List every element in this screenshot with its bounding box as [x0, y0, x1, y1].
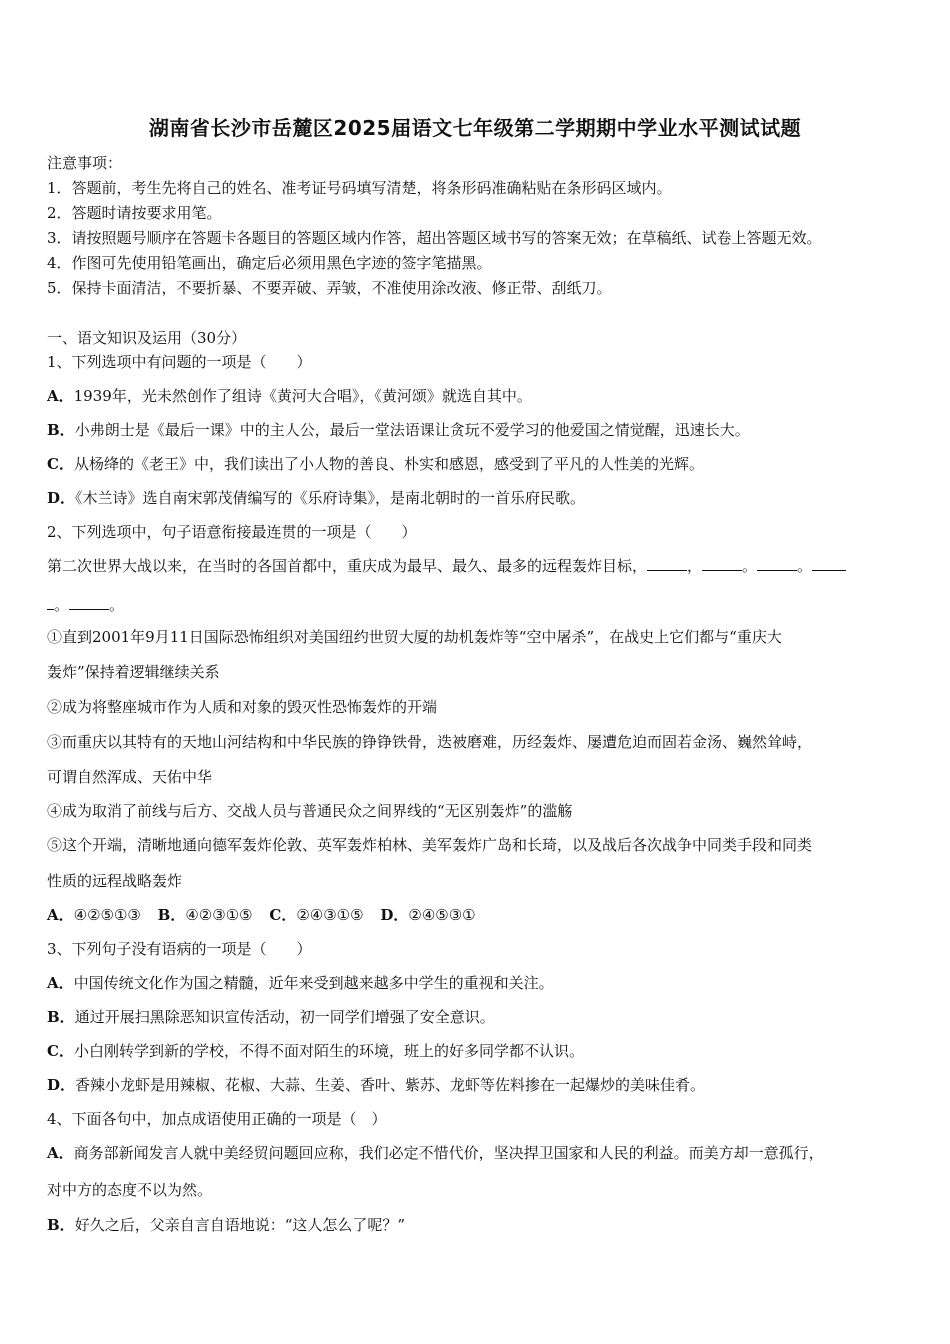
q2-sentence-5: ⑤这个开端，清晰地通向德军轰炸伦敦、英军轰炸柏林、美军轰炸广岛和长琦，以及战后各次战争中同类手段和同类 [47, 836, 813, 854]
option-label: A． [47, 1144, 74, 1162]
option-text: 好久之后，父亲自言自语地说：“这人怎么了呢？” [74, 1216, 406, 1234]
passage-sep: 。 [742, 557, 758, 575]
option-text: ②④③①⑤ [296, 906, 364, 924]
blank-4-cont [47, 595, 54, 610]
notice-item-3: 3．请按照题号顺序在答题卡各题目的答题区域内作答，超出答题区域书写的答案无效；在草稿纸、试卷上答题无效。 [47, 229, 822, 247]
passage-text: 第二次世界大战以来，在当时的各国首都中，重庆成为最早、最久、最多的远程轰炸目标， [47, 557, 648, 575]
q2-sentence-1-cont: 轰炸”保持着逻辑继续关系 [47, 663, 220, 681]
option-label: B． [47, 421, 75, 439]
option-text: 从杨绛的《老王》中，我们读出了小人物的善良、朴实和感恩，感受到了平凡的人性美的光辉。 [73, 455, 704, 473]
notice-item-5: 5．保持卡面清洁，不要折暴、不要弄破、弄皱，不准使用涂改液、修正带、刮纸刀。 [47, 279, 612, 297]
q3-stem: 3、下列句子没有语病的一项是（ ） [47, 940, 312, 958]
option-label: A． [47, 974, 74, 992]
q1-option-b [47, 419, 907, 440]
q1-stem: 1、下列选项中有问题的一项是（ ） [47, 353, 312, 371]
q1-option-c [47, 453, 907, 474]
option-text: ②④⑤③① [408, 906, 476, 924]
option-text: 1939年，光未然创作了组诗《黄河大合唱》，《黄河颂》就选自其中。 [73, 387, 532, 405]
page-title: 湖南省长沙市岳麓区2025届语文七年级第二学期期中学业水平测试试题 [148, 116, 802, 140]
option-text: 商务部新闻发言人就中美经贸问题回应称，我们必定不惜代价，坚决捍卫国家和人民的利益。而美方却一意孤行， [73, 1144, 824, 1162]
q2-passage-cont [47, 594, 907, 615]
q1-option-a [47, 385, 907, 406]
notice-heading: 注意事项： [47, 154, 123, 172]
blank-4 [812, 556, 846, 571]
q2-sentence-2: ②成为将整座城市作为人质和对象的毁灭性恐怖轰炸的开端 [47, 698, 438, 716]
blank-2 [702, 556, 742, 571]
q3-option-d [47, 1074, 907, 1095]
option-label: B． [157, 906, 186, 924]
option-text: 小白刚转学到新的学校，不得不面对陌生的环境，班上的好多同学都不认识。 [73, 1042, 584, 1060]
q2-stem: 2、下列选项中，句子语意衔接最连贯的一项是（ ） [47, 523, 417, 541]
q2-sentence-4: ④成为取消了前线与后方、交战人员与普通民众之间界线的“无区别轰炸”的滥觞 [47, 802, 573, 820]
option-label: B． [47, 1008, 75, 1026]
passage-sep: 。 [54, 596, 70, 614]
q3-option-b [47, 1006, 907, 1027]
q2-sentence-5-cont: 性质的远程战略轰炸 [47, 872, 183, 890]
option-label: C． [269, 906, 297, 924]
q4-option-a-cont: 对中方的态度不以为然。 [47, 1181, 213, 1199]
passage-sep: 。 [797, 557, 813, 575]
option-label: A． [47, 387, 74, 405]
q1-option-d [47, 487, 907, 508]
q2-sentence-3: ③而重庆以其特有的天地山河结构和中华民族的铮铮铁骨，迭被磨难，历经轰炸、屡遭危迫而固若金汤、巍然耸峙， [47, 733, 813, 751]
option-text: 香辣小龙虾是用辣椒、花椒、大蒜、生姜、香叶、紫苏、龙虾等佐料掺在一起爆炒的美味佳肴。 [75, 1076, 706, 1094]
option-text: ④②⑤①③ [73, 906, 141, 924]
blank-5 [69, 595, 109, 610]
blank-3 [757, 556, 797, 571]
option-text: 通过开展扫黑除恶知识宣传活动，初一同学们增强了安全意识。 [74, 1008, 495, 1026]
q2-passage [47, 555, 907, 576]
blank-1 [647, 556, 687, 571]
passage-sep: ， [687, 557, 703, 575]
notice-item-4: 4．作图可先使用铅笔画出，确定后必须用黑色字迹的签字笔描黑。 [47, 254, 492, 272]
option-label: A． [47, 906, 74, 924]
q2-sentence-1: ①直到2001年9月11日国际恐怖组织对美国纽约世贸大厦的劫机轰炸等“空中屠杀”，在战史上它们都与“重庆大 [47, 628, 782, 646]
passage-end: 。 [109, 596, 125, 614]
q2-options [47, 904, 907, 925]
q4-option-a [47, 1142, 907, 1163]
option-label: D． [380, 906, 409, 924]
q2-sentence-3-cont: 可谓自然浑成、天佑中华 [47, 768, 213, 786]
option-text: 中国传统文化作为国之精髓，近年来受到越来越多中学生的重视和关注。 [73, 974, 554, 992]
section-heading: 一、语文知识及运用（30分） [47, 329, 247, 347]
option-text: ④②③①⑤ [185, 906, 253, 924]
option-label: B． [47, 1216, 75, 1234]
notice-item-2: 2．答题时请按要求用笔。 [47, 204, 222, 222]
q3-option-a [47, 972, 907, 993]
option-text: 小弗朗士是《最后一课》中的主人公，最后一堂法语课让贪玩不爱学习的他爱国之情觉醒，迅速长大。 [74, 421, 750, 439]
notice-item-1: 1．答题前，考生先将自己的姓名、准考证号码填写清楚，将条形码准确粘贴在条形码区域内。 [47, 179, 672, 197]
option-label: D． [47, 489, 76, 507]
option-label: D． [47, 1076, 76, 1094]
option-label: C． [47, 455, 74, 473]
q3-option-c [47, 1040, 907, 1061]
option-text: 《木兰诗》选自南宋郭茂倩编写的《乐府诗集》，是南北朝时的一首乐府民歌。 [75, 489, 586, 507]
option-label: C． [47, 1042, 74, 1060]
q4-option-b [47, 1214, 907, 1235]
q4-stem: 4、下面各句中，加点成语使用正确的一项是（ ） [47, 1110, 387, 1128]
